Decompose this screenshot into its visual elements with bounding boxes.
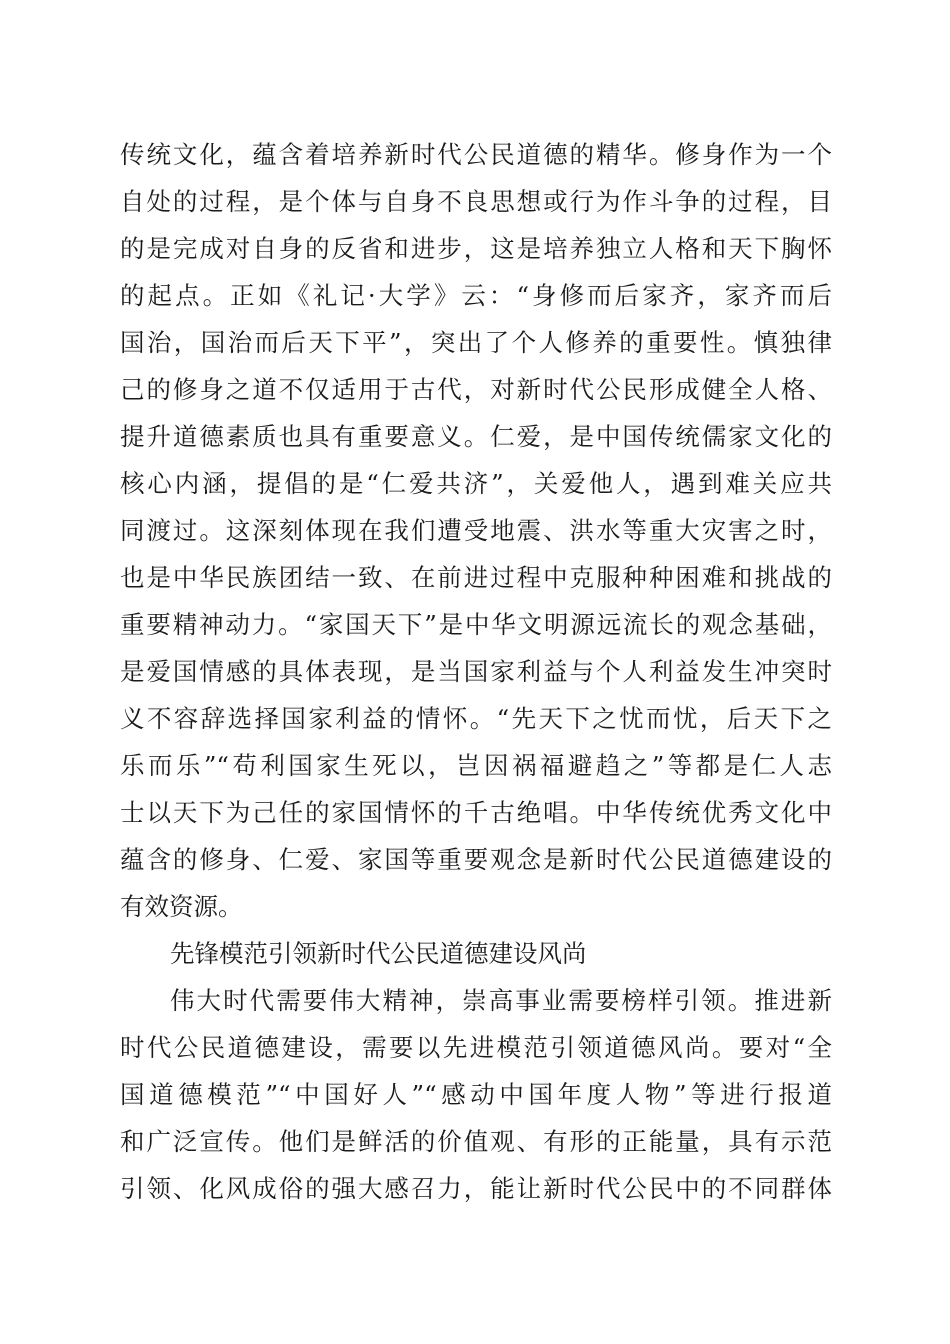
text-line: 蕴含的修身、仁爱、家国等重要观念是新时代公民道德建设的 [120,845,832,874]
text-line: 提升道德素质也具有重要意义。仁爱，是中国传统儒家文化的 [120,422,832,451]
text-line: 和广泛宣传。他们是鲜活的价值观、有形的正能量，具有示范 [120,1127,832,1156]
text-line: 有效资源。 [120,892,243,921]
text-line: 己的修身之道不仅适用于古代，对新时代公民形成健全人格、 [120,375,832,404]
text-line: 核心内涵，提倡的是“仁爱共济”，关爱他人，遇到难关应共 [120,469,832,498]
section-heading: 先锋模范引领新时代公民道德建设风尚 [170,939,587,968]
text-line: 国治，国治而后天下平”，突出了个人修养的重要性。慎独律 [120,328,832,357]
text-line: 引领、化风成俗的强大感召力，能让新时代公民中的不同群体 [120,1174,832,1203]
text-line: 自处的过程，是个体与自身不良思想或行为作斗争的过程，目 [120,187,832,216]
paragraph-traditional-culture [120,131,832,930]
text-line: 也是中华民族团结一致、在前进过程中克服种种困难和挑战的 [120,563,832,592]
text-line: 同渡过。这深刻体现在我们遭受地震、洪水等重大灾害之时， [120,516,832,545]
text-line: 传统文化，蕴含着培养新时代公民道德的精华。修身作为一个 [120,140,832,169]
text-line: 士以天下为己任的家国情怀的千古绝唱。中华传统优秀文化中 [120,798,832,827]
text-line: 时代公民道德建设，需要以先进模范引领道德风尚。要对“全 [120,1033,832,1062]
text-line: 伟大时代需要伟大精神，崇高事业需要榜样引领。推进新 [170,986,832,1015]
text-line: 的是完成对自身的反省和进步，这是培养独立人格和天下胸怀 [120,234,832,263]
text-line: 乐而乐”“苟利国家生死以，岂因祸福避趋之”等都是仁人志 [120,751,832,780]
text-line: 是爱国情感的具体表现，是当国家利益与个人利益发生冲突时 [120,657,832,686]
paragraph-role-models [120,977,832,1212]
document-body [120,131,832,1212]
text-line: 义不容辞选择国家利益的情怀。“先天下之忧而忧，后天下之 [120,704,832,733]
text-line: 国道德模范”“中国好人”“感动中国年度人物”等进行报道 [120,1080,832,1109]
text-line: 的起点。正如《礼记·大学》云：“身修而后家齐，家齐而后 [120,281,832,310]
text-line: 重要精神动力。“家国天下”是中华文明源远流长的观念基础， [120,610,832,639]
